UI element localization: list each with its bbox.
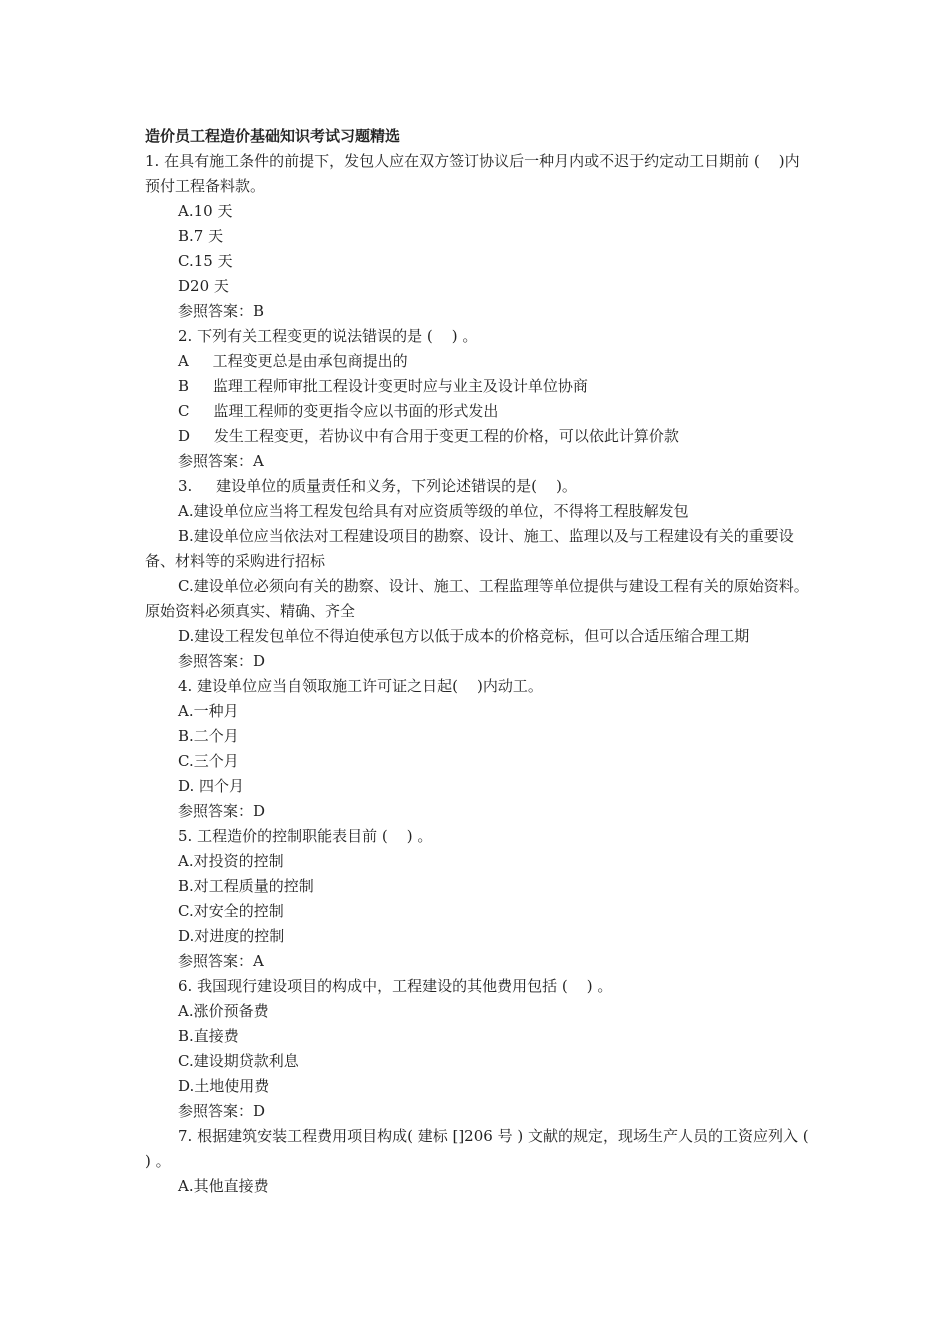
text-line: C.建设单位必须向有关的勘察、设计、施工、工程监理等单位提供与建设工程有关的原始资料。原始资料必须真实、精确、齐全 <box>145 577 809 620</box>
text-line: B.建设单位应当依法对工程建设项目的勘察、设计、施工、监理以及与工程建设有关的重要设备、材料等的采购进行招标 <box>145 527 794 570</box>
text-line: A 工程变更总是由承包商提出的 <box>178 352 408 370</box>
text-line: C.对安全的控制 <box>178 902 284 920</box>
text-line: C.15 天 <box>178 252 233 270</box>
text-line: A.其他直接费 <box>178 1177 269 1195</box>
text-line: D.土地使用费 <box>178 1077 270 1095</box>
text-line: 3. 建设单位的质量责任和义务，下列论述错误的是( )。 <box>178 477 577 495</box>
text-line: B.对工程质量的控制 <box>178 877 314 895</box>
document-page <box>145 124 828 1199</box>
text-line: B.二个月 <box>178 727 239 745</box>
document-title: 造价员工程造价基础知识考试习题精选 <box>145 127 401 145</box>
text-line: 6. 我国现行建设项目的构成中，工程建设的其他费用包括 ( ) 。 <box>178 977 613 995</box>
text-line: B.7 天 <box>178 227 224 245</box>
text-line: A.涨价预备费 <box>178 1002 269 1020</box>
text-line: D 发生工程变更，若协议中有合用于变更工程的价格，可以依此计算价款 <box>178 427 679 445</box>
text-line: 参照答案：D <box>178 1102 266 1120</box>
text-line: 2. 下列有关工程变更的说法错误的是 ( ) 。 <box>178 327 478 345</box>
text-line: C 监理工程师的变更指令应以书面的形式发出 <box>178 402 499 420</box>
text-line: 7. 根据建筑安装工程费用项目构成( 建标 []206 号 ) 文献的规定，现场生产人员的工资应列入 ( ) 。 <box>145 1127 828 1170</box>
text-line: 参照答案：D <box>178 652 266 670</box>
text-line: A.10 天 <box>178 202 233 220</box>
text-line: A.建设单位应当将工程发包给具有对应资质等级的单位，不得将工程肢解发包 <box>178 502 689 520</box>
text-line: 5. 工程造价的控制职能表目前 ( ) 。 <box>178 827 433 845</box>
text-line: B 监理工程师审批工程设计变更时应与业主及设计单位协商 <box>178 377 588 395</box>
text-line: 参照答案：A <box>178 452 264 470</box>
text-line: 参照答案：B <box>178 302 265 320</box>
text-line: 1. 在具有施工条件的前提下，发包人应在双方签订协议后一种月内或不迟于约定动工日期前 ( )内预付工程备料款。 <box>145 152 800 195</box>
text-line: D.对进度的控制 <box>178 927 285 945</box>
text-line: 参照答案：A <box>178 952 264 970</box>
text-line: B.直接费 <box>178 1027 239 1045</box>
document-body <box>145 149 828 1199</box>
text-line: 4. 建设单位应当自领取施工许可证之日起( )内动工。 <box>178 677 543 695</box>
text-line: 参照答案：D <box>178 802 266 820</box>
text-line: C.三个月 <box>178 752 239 770</box>
text-line: D20 天 <box>178 277 229 295</box>
text-line: A.一种月 <box>178 702 239 720</box>
text-line: A.对投资的控制 <box>178 852 284 870</box>
text-line: C.建设期贷款利息 <box>178 1052 299 1070</box>
text-line: D. 四个月 <box>178 777 245 795</box>
text-line: D.建设工程发包单位不得迫使承包方以低于成本的价格竞标，但可以合适压缩合理工期 <box>178 627 750 645</box>
